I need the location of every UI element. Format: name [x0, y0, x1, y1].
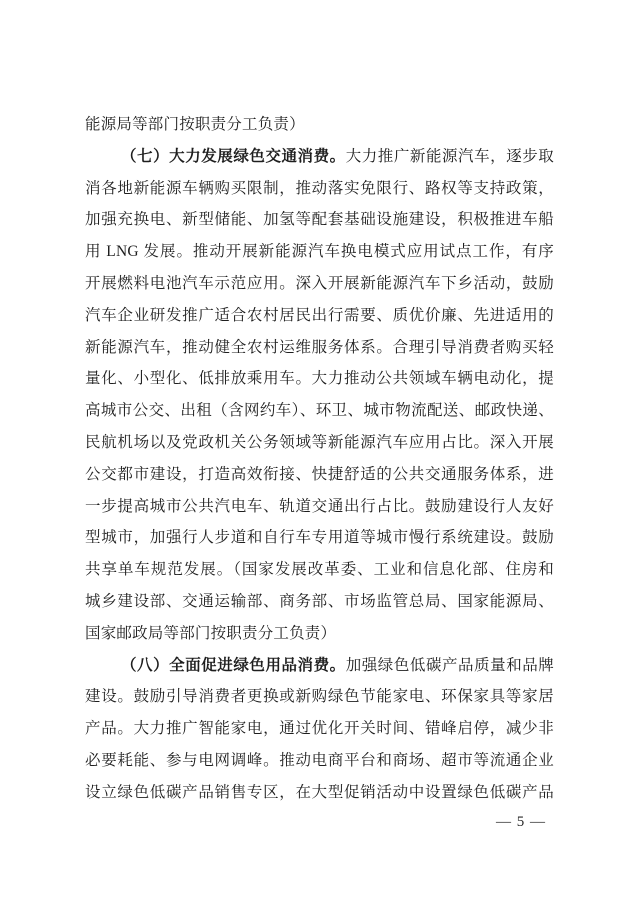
body-line: 一步提高城市公共汽电车、轨道交通出行占比。鼓励建设行人友好	[85, 497, 554, 515]
body-line: 建设。鼓励引导消费者更换或新购绿色节能家电、环保家具等家居	[85, 688, 554, 706]
body-line: 消各地新能源车辆购买限制，推动落实免限行、路权等支持政策，	[85, 179, 554, 197]
page-number: — 5 —	[496, 814, 546, 830]
body-line: 城乡建设部、交通运输部、商务部、市场监管总局、国家能源局、	[85, 592, 554, 610]
body-line: 能源局等部门按职责分工负责）	[85, 116, 305, 133]
section-8-first-line-text: 加强绿色低碳产品质量和品牌	[345, 656, 554, 674]
body-line: 加强充换电、新型储能、加氢等配套基础设施建设，积极推进车船	[85, 211, 554, 229]
body-line: 开展燃料电池汽车示范应用。深入开展新能源汽车下乡活动，鼓励	[85, 274, 554, 292]
body-line: 公交都市建设，打造高效衔接、快捷舒适的公共交通服务体系，进	[85, 465, 554, 483]
body-line: 汽车企业研发推广适合农村居民出行需要、质优价廉、先进适用的	[85, 306, 554, 324]
body-line: 产品。大力推广智能家电，通过优化开关时间、错峰启停，减少非	[85, 720, 554, 738]
body-line: 民航机场以及党政机关公务领域等新能源汽车应用占比。深入开展	[85, 433, 554, 451]
section-8-heading: （八）全面促进绿色用品消费。	[121, 656, 346, 674]
body-line: 高城市公交、出租（含网约车）、环卫、城市物流配送、邮政快递、	[85, 402, 554, 420]
section-7-first-line	[85, 141, 554, 173]
section-8-first-line	[85, 650, 554, 682]
body-line: 用 LNG 发展。推动开展新能源汽车换电模式应用试点工作，有序	[85, 243, 554, 261]
body-line: 国家邮政局等部门按职责分工负责）	[85, 624, 337, 642]
document-body	[85, 109, 554, 809]
section-7-heading: （七）大力发展绿色交通消费。	[121, 147, 346, 165]
body-line: 新能源汽车，推动健全农村运维服务体系。合理引导消费者购买轻	[85, 338, 554, 356]
body-line: 量化、小型化、低排放乘用车。大力推动公共领域车辆电动化，提	[85, 370, 554, 388]
body-line: 必要耗能、参与电网调峰。推动电商平台和商场、超市等流通企业	[85, 751, 554, 769]
section-7-first-line-text: 大力推广新能源汽车，逐步取	[345, 147, 554, 165]
body-line: 型城市，加强行人步道和自行车专用道等城市慢行系统建设。鼓励	[85, 529, 554, 547]
body-line: 设立绿色低碳产品销售专区，在大型促销活动中设置绿色低碳产品	[85, 783, 554, 801]
body-line: 共享单车规范发展。（国家发展改革委、工业和信息化部、住房和	[85, 561, 554, 579]
